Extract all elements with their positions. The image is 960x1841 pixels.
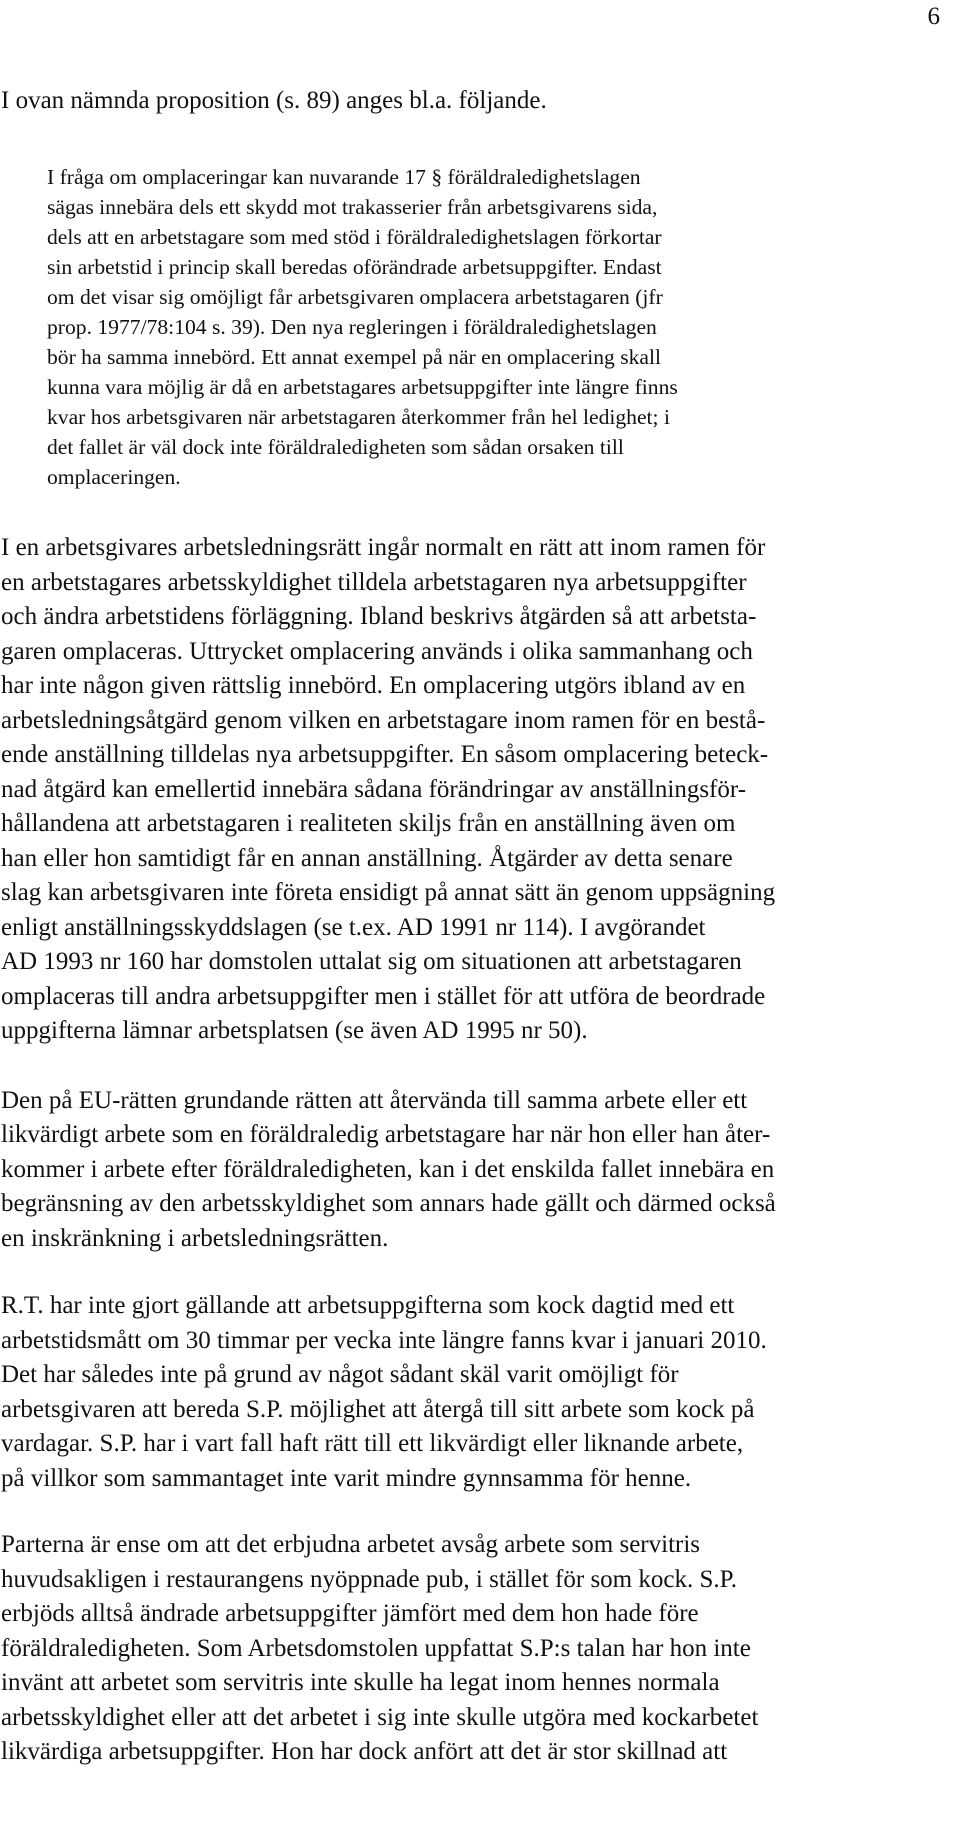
paragraph-line: R.T. har inte gjort gällande att arbetsuppgifterna som kock dagtid med ett <box>1 1292 735 1319</box>
quote-line: kvar hos arbetsgivaren när arbetstagaren återkommer från hel ledighet; i <box>47 405 670 429</box>
paragraph-line: arbetsledningsåtgärd genom vilken en arbetstagare inom ramen för en bestå- <box>1 706 766 734</box>
paragraph-line: likvärdiga arbetsuppgifter. Hon har dock anfört att det är stor skillnad att <box>1 1738 728 1765</box>
quote-line: kunna vara möjlig är då en arbetstagares arbetsuppgifter inte längre finns <box>47 375 678 399</box>
paragraph-line: arbetsskyldighet eller att det arbetet i sig inte skulle utgöra med kockarbetet <box>1 1703 759 1731</box>
block-quote <box>47 162 951 492</box>
quote-line: I fråga om omplaceringar kan nuvarande 17 § föräldraledighetslagen <box>47 165 641 189</box>
quote-line: omplaceringen. <box>47 465 181 489</box>
paragraph-line: likvärdigt arbete som en föräldraledig arbetstagare har när hon eller han åter- <box>1 1121 771 1148</box>
quote-line: sin arbetstid i princip skall beredas oförändrade arbetsuppgifter. Endast <box>47 255 662 279</box>
paragraph-line: I en arbetsgivares arbetsledningsrätt ingår normalt en rätt att inom ramen för <box>1 534 766 561</box>
paragraph-arbetsledningsratt <box>1 531 951 1049</box>
paragraph-line: nad åtgärd kan emellertid innebära sådana förändringar av anställningsför- <box>1 775 747 803</box>
paragraph-line: Parterna är ense om att det erbjudna arbetet avsåg arbete som servitris <box>1 1531 701 1558</box>
quote-line: om det visar sig omöjligt får arbetsgivaren omplacera arbetstagaren (jfr <box>47 285 663 309</box>
paragraph-line: en arbetstagares arbetsskyldighet tilldela arbetstagaren nya arbetsuppgifter <box>1 568 747 596</box>
paragraph-line: arbetstidsmått om 30 timmar per vecka inte längre fanns kvar i januari 2010. <box>1 1326 767 1354</box>
paragraph-line: omplaceras till andra arbetsuppgifter men i stället för att utföra de beordrade <box>1 982 766 1010</box>
paragraph-line: hållandena att arbetstagaren i realiteten skiljs från en anställning även om <box>1 810 736 837</box>
paragraph-line: huvudsakligen i restaurangens nyöppnade pub, i stället för som kock. S.P. <box>1 1565 737 1593</box>
paragraph-line: och ändra arbetstidens förläggning. Ibland beskrivs åtgärden så att arbetsta- <box>1 603 757 630</box>
paragraph-eu-ratten <box>1 1084 951 1257</box>
quote-line: prop. 1977/78:104 s. 39). Den nya regleringen i föräldraledighetslagen <box>47 315 657 339</box>
paragraph-line: han eller hon samtidigt får en annan anställning. Åtgärder av detta senare <box>1 844 733 872</box>
paragraph-line: har inte någon given rättslig innebörd. En omplacering utgörs ibland av en <box>1 672 746 699</box>
paragraph-line: enligt anställningsskyddslagen (se t.ex. AD 1991 nr 114). I avgörandet <box>1 913 706 941</box>
intro-sentence: I ovan nämnda proposition (s. 89) anges bl.a. följande. <box>1 87 547 114</box>
paragraph-line: på villkor som sammantaget inte varit mindre gynnsamma för henne. <box>1 1464 692 1492</box>
paragraph-line: Den på EU-rätten grundande rätten att återvända till samma arbete eller ett <box>1 1086 748 1114</box>
quote-line: dels att en arbetstagare som med stöd i föräldraledighetslagen förkortar <box>47 225 662 249</box>
paragraph-parterna <box>1 1528 951 1770</box>
quote-line: sägas innebära dels ett skydd mot trakasserier från arbetsgivarens sida, <box>47 195 658 219</box>
paragraph-line: ende anställning tilldelas nya arbetsuppgifter. En såsom omplacering beteck- <box>1 741 769 768</box>
quote-line: det fallet är väl dock inte föräldraledigheten som sådan orsaken till <box>47 435 624 459</box>
paragraph-line: slag kan arbetsgivaren inte företa ensidigt på annat sätt än genom uppsägning <box>1 879 776 906</box>
paragraph-rt <box>1 1289 951 1496</box>
paragraph-line: föräldraledigheten. Som Arbetsdomstolen uppfattat S.P:s talan har hon inte <box>1 1634 751 1662</box>
paragraph-line: invänt att arbetet som servitris inte skulle ha legat inom hennes normala <box>1 1669 720 1696</box>
paragraph-line: garen omplaceras. Uttrycket omplacering används i olika sammanhang och <box>1 637 753 665</box>
paragraph-line: AD 1993 nr 160 har domstolen uttalat sig om situationen att arbetstagaren <box>1 948 742 975</box>
page-number: 6 <box>927 3 940 30</box>
paragraph-line: arbetsgivaren att bereda S.P. möjlighet att återgå till sitt arbete som kock på <box>1 1395 755 1423</box>
paragraph-line: erbjöds alltså ändrade arbetsuppgifter jämfört med dem hon hade före <box>1 1600 699 1627</box>
quote-line: bör ha samma innebörd. Ett annat exempel på när en omplacering skall <box>47 345 662 369</box>
document-body <box>1 86 951 1770</box>
paragraph-line: Det har således inte på grund av något sådant skäl varit omöjligt för <box>1 1361 679 1388</box>
paragraph-line: kommer i arbete efter föräldraledigheten, kan i det enskilda fallet innebära en <box>1 1155 775 1183</box>
paragraph-line: en inskränkning i arbetsledningsrätten. <box>1 1224 389 1252</box>
paragraph-line: begränsning av den arbetsskyldighet som annars hade gällt och därmed också <box>1 1190 776 1217</box>
paragraph-line: uppgifterna lämnar arbetsplatsen (se även AD 1995 nr 50). <box>1 1017 588 1044</box>
paragraph-line: vardagar. S.P. har i vart fall haft rätt till ett likvärdigt eller liknande arbete, <box>1 1430 744 1457</box>
